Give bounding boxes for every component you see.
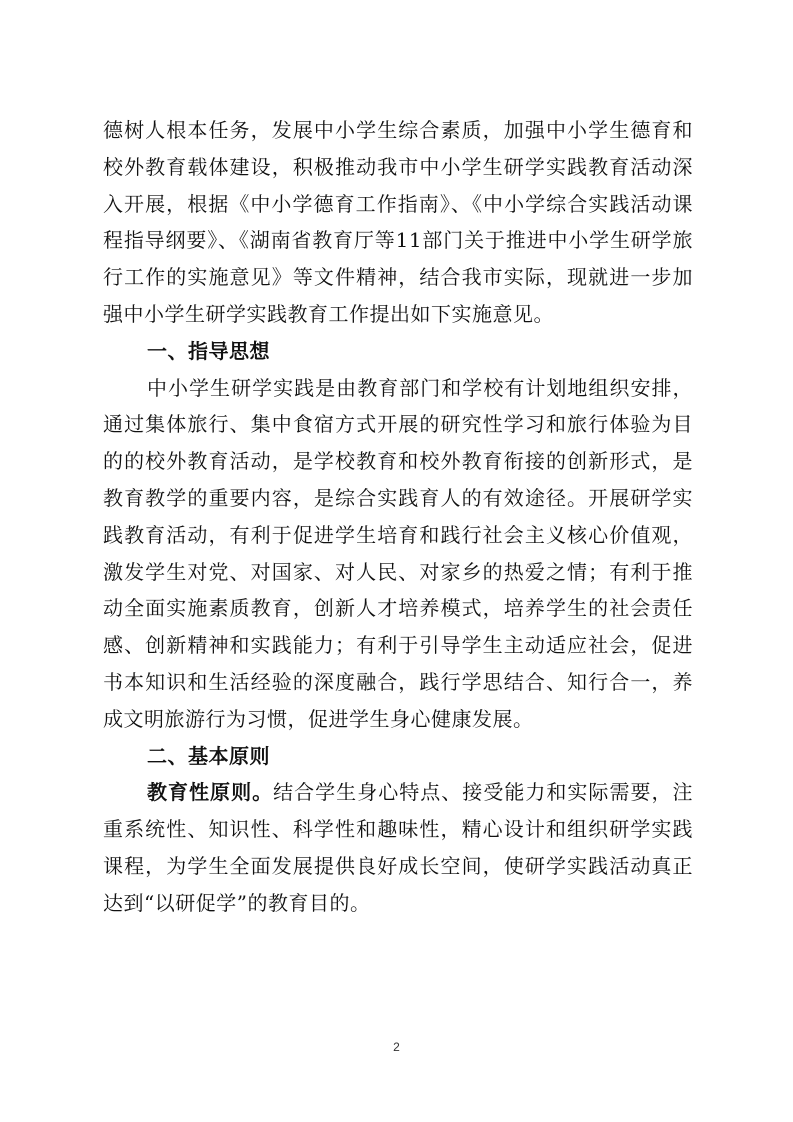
education-principle-lead: 教育性原则。 [147,780,274,805]
page-number: 2 [393,1040,400,1054]
guiding-ideology-paragraph: 中小学生研学实践是由教育部门和学校有计划地组织安排，通过集体旅行、集中食宿方式开展的研究性学习和旅行体验为目的的校外教育活动，是学校教育和校外教育衔接的创新形式，是教育教学的重要内容，是综合实践育人的有效途径。开展研学实践教育活动，有利于促进学生培育和践行社会主义核心价值观，激发学生对党、对国家、对人民、对家乡的热爱之情；有利于推动全面实施素质教育，创新人才培养模式，培养学生的社会责任感、创新精神和实践能力；有利于引导学生主动适应社会，促进书本知识和生活经验的深度融合，践行学思结合、知行合一，养成文明旅游行为习惯，促进学生身心健康发展。 [103,375,693,731]
section-heading-basic-principles: 二、基本原则 [147,743,270,768]
education-principle-text: 结合学生身心特点、接受能力和实际需要，注重系统性、知识性、科学性和趣味性，精心设计和组织研学实践课程，为学生全面发展提供良好成长空间，使研学实践活动真正达到“以研促学”的教育目的。 [103,780,694,915]
education-principle-paragraph [103,774,693,921]
document-body [103,112,693,922]
intro-paragraph: 德树人根本任务，发展中小学生综合素质，加强中小学生德育和校外教育载体建设，积极推动我市中小学生研学实践教育活动深入开展，根据《中小学德育工作指南》、《中小学综合实践活动课程指导纲要》、《湖南省教育厅等11部门关于推进中小学生研学旅行工作的实施意见》等文件精神，结合我市实际，现就进一步加强中小学生研学实践教育工作提出如下实施意见。 [103,118,693,326]
section-heading-guiding-ideology: 一、指导思想 [147,338,270,363]
